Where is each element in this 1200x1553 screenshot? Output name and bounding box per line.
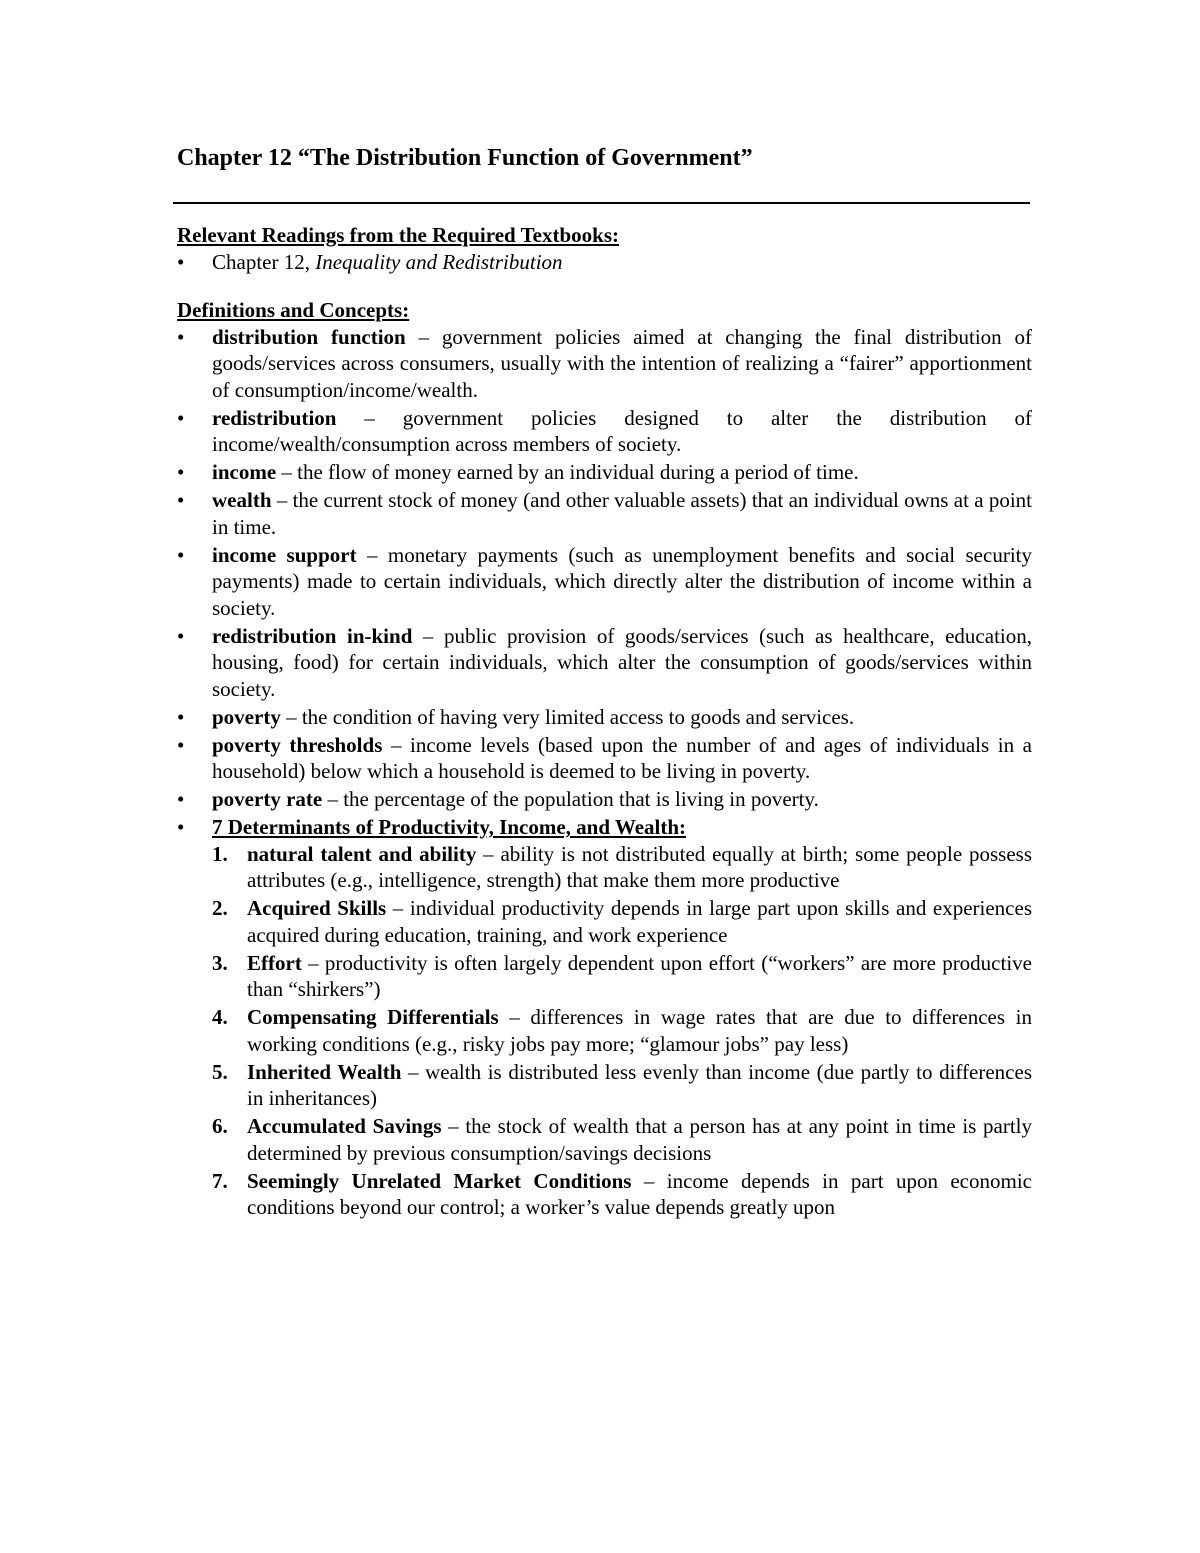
- determinant-number: 1.: [212, 841, 228, 866]
- determinant-item: [212, 1113, 1032, 1166]
- definition-term: redistribution in-kind: [212, 623, 413, 648]
- definition-text: – government policies aimed at changing the final distribution of goods/services across consumers, usually with the intention of realizing a “fairer” apportionment of consumption/income/wealth.: [212, 324, 1032, 402]
- reading-prefix: Chapter 12,: [212, 249, 316, 274]
- page-title: Chapter 12 “The Distribution Function of Government”: [177, 145, 753, 171]
- bullet-icon: •: [177, 704, 185, 729]
- definition-text: – the percentage of the population that is living in poverty.: [322, 787, 819, 811]
- bullet-icon: •: [177, 488, 185, 512]
- determinant-text: – differences in wage rates that are due to differences in working conditions (e.g., risky jobs pay more; “glamour jobs” pay less): [247, 1005, 1032, 1056]
- definition-term: poverty rate: [212, 787, 323, 811]
- determinants-list: [212, 841, 1032, 1221]
- determinant-number: 7.: [212, 1168, 228, 1193]
- determinant-term: Inherited Wealth: [247, 1059, 402, 1084]
- determinant-item: [212, 1004, 1032, 1057]
- determinant-item: [212, 841, 1032, 894]
- definition-item: [177, 786, 1032, 813]
- determinant-term: Compensating Differentials: [247, 1005, 499, 1029]
- title-divider: [173, 202, 1030, 204]
- determinants-item: [177, 814, 1032, 1221]
- determinant-number: 3.: [212, 950, 228, 975]
- definition-item: [177, 542, 1032, 622]
- list-item: [177, 249, 1032, 276]
- determinant-item: [212, 1168, 1032, 1221]
- bullet-icon: •: [177, 787, 185, 811]
- definition-text: – the current stock of money (and other valuable assets) that an individual owns at a point in time.: [212, 488, 1032, 539]
- determinant-term: Effort: [247, 950, 302, 975]
- determinant-text: – individual productivity depends in large part upon skills and experiences acquired during education, training, and work experience: [247, 896, 1032, 947]
- determinant-text: – productivity is often largely dependent upon effort (“workers” are more productive than “shirkers”): [247, 950, 1032, 1001]
- definition-term: poverty: [212, 704, 281, 729]
- determinant-text: – income depends in part upon economic conditions beyond our control; a worker’s value depends greatly upon: [247, 1168, 1032, 1219]
- definitions-heading: Definitions and Concepts:: [177, 298, 410, 322]
- bullet-icon: •: [177, 815, 185, 839]
- definition-item: [177, 623, 1032, 703]
- definition-term: wealth: [212, 488, 272, 512]
- definition-text: – government policies designed to alter the distribution of income/wealth/consumption across members of society.: [212, 405, 1032, 456]
- determinant-text: – wealth is distributed less evenly than income (due partly to differences in inheritances): [247, 1059, 1032, 1110]
- definition-item: [177, 487, 1032, 540]
- determinant-text: – ability is not distributed equally at birth; some people possess attributes (e.g., intelligence, strength) that make them more productive: [247, 841, 1032, 892]
- definition-item: [177, 704, 1032, 731]
- definition-item: [177, 405, 1032, 458]
- definition-text: – income levels (based upon the number of and ages of individuals in a household) below which a household is deemed to be living in poverty.: [212, 732, 1032, 783]
- bullet-icon: •: [177, 623, 185, 648]
- bullet-icon: •: [177, 405, 185, 430]
- determinants-heading: 7 Determinants of Productivity, Income, and Wealth:: [212, 815, 687, 839]
- definition-item: [177, 459, 1032, 486]
- definition-term: poverty thresholds: [212, 732, 383, 757]
- determinant-term: Seemingly Unrelated Market Conditions: [247, 1168, 632, 1193]
- definitions-list: [177, 324, 1032, 1221]
- definition-text: – the condition of having very limited access to goods and services.: [280, 704, 855, 729]
- definition-text: – public provision of goods/services (such as healthcare, education, housing, food) for certain individuals, which alter the consumption of goods/services within society.: [212, 623, 1032, 701]
- readings-list: [177, 249, 1032, 276]
- reading-title: Inequality and Redistribution: [315, 249, 563, 274]
- definition-term: redistribution: [212, 405, 337, 430]
- determinant-item: [212, 895, 1032, 948]
- bullet-icon: •: [177, 460, 185, 484]
- definition-item: [177, 324, 1032, 404]
- determinant-item: [212, 1059, 1032, 1112]
- document-body: [177, 222, 1032, 1222]
- determinant-number: 2.: [212, 896, 228, 920]
- definition-term: income support: [212, 542, 357, 567]
- definition-term: income: [212, 460, 277, 484]
- bullet-icon: •: [177, 249, 185, 274]
- definition-text: – monetary payments (such as unemployment benefits and social security payments) made to certain individuals, which directly alter the distribution of income within a society.: [212, 542, 1032, 620]
- determinant-number: 6.: [212, 1114, 228, 1138]
- determinant-number: 5.: [212, 1059, 228, 1084]
- determinant-term: Accumulated Savings: [247, 1114, 442, 1138]
- readings-heading: Relevant Readings from the Required Textbooks:: [177, 223, 619, 247]
- determinant-number: 4.: [212, 1005, 228, 1029]
- determinant-term: natural talent and ability: [247, 841, 477, 866]
- definition-item: [177, 732, 1032, 785]
- determinant-term: Acquired Skills: [247, 896, 387, 920]
- bullet-icon: •: [177, 542, 185, 567]
- determinant-item: [212, 950, 1032, 1003]
- definition-text: – the flow of money earned by an individual during a period of time.: [276, 460, 859, 484]
- bullet-icon: •: [177, 324, 185, 349]
- bullet-icon: •: [177, 732, 185, 757]
- determinant-text: – the stock of wealth that a person has at any point in time is partly determined by previous consumption/savings decisions: [247, 1114, 1032, 1165]
- definition-term: distribution function: [212, 324, 406, 349]
